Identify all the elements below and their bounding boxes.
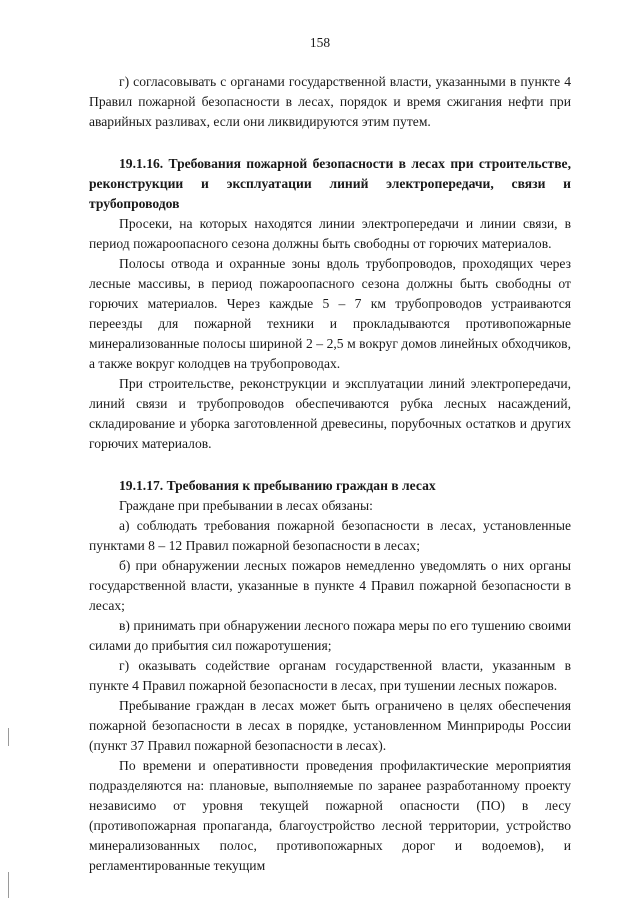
list-item-a: а) соблюдать требования пожарной безопасности в лесах, установленные пунктами 8 – 12 Правил пожарной безопасности в лесах;	[89, 518, 571, 553]
list-item-g: г) оказывать содействие органам государственной власти, указанным в пункте 4 Правил пожарной безопасности в лесах, при тушении лесных пожаров.	[89, 658, 571, 693]
scan-edge-mark	[8, 728, 9, 746]
paragraph-construction: При строительстве, реконструкции и эксплуатации линий электропередачи, линий связи и трубопроводов обеспечиваются рубка лесных насаждений, складирование и уборка заготовленной древесины, порубочных остатков и других горючих материалов.	[89, 376, 571, 451]
list-item-v: в) принимать при обнаружении лесного пожара меры по его тушению своими силами до прибытия сил пожаротушения;	[89, 618, 571, 653]
section-heading-19-1-16: 19.1.16. Требования пожарной безопасности в лесах при строительстве, реконструкции и эксплуатации линий электропередачи, связи и трубопроводов	[89, 156, 571, 211]
paragraph-clearings: Просеки, на которых находятся линии электропередачи и линии связи, в период пожароопасного сезона должны быть свободны от горючих материалов.	[89, 216, 571, 251]
page-number: 158	[309, 35, 331, 50]
section-heading-19-1-17: 19.1.17. Требования к пребыванию граждан в лесах	[119, 478, 436, 493]
paragraph-pipeline-zones: Полосы отвода и охранные зоны вдоль трубопроводов, проходящих через лесные массивы, в период пожароопасного сезона должны быть свободны от горючих материалов. Через каждые 5 – 7 км трубопроводов устраиваются переезды для пожарной техники и прокладываются противопожарные минерализованные полосы шириной 2 – 2,5 м вокруг домов линейных обходчиков, а также вокруг колодцев на трубопроводах.	[89, 256, 571, 371]
document-body	[89, 72, 571, 876]
scan-edge-mark	[8, 872, 9, 898]
paragraph-burning-oil: г) согласовывать с органами государственной власти, указанными в пункте 4 Правил пожарной безопасности в лесах, порядок и время сжигания нефти при аварийных разливах, если они ликвидируются этим путем.	[89, 74, 571, 129]
paragraph-citizens-obliged: Граждане при пребывании в лесах обязаны:	[119, 498, 373, 513]
paragraph-stay-restricted: Пребывание граждан в лесах может быть ограничено в целях обеспечения пожарной безопасности в лесах в порядке, установленном Минприроды России (пункт 37 Правил пожарной безопасности в лесах).	[89, 698, 571, 753]
paragraph-preventive-measures: По времени и оперативности проведения профилактические мероприятия подразделяются на: плановые, выполняемые по заранее разработанному проекту независимо от уровня текущей пожарной опасности (ПО) в лесу (противопожарная пропаганда, благоустройство лесной территории, устройство минерализованных полос, противопожарных дорог и водоемов), и регламентированные текущим	[89, 758, 571, 873]
list-item-b: б) при обнаружении лесных пожаров немедленно уведомлять о них органы государственной власти, указанные в пункте 4 Правил пожарной безопасности в лесах;	[89, 558, 571, 613]
